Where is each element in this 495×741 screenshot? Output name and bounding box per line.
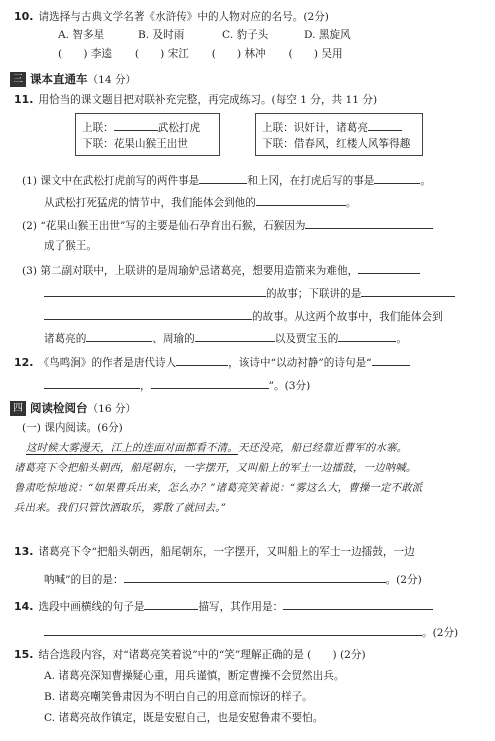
section-4-score: （16 分） [87,402,137,415]
section-4-title: 阅读检阅台 [30,401,88,415]
q14-blank1[interactable] [144,598,198,610]
q11-part1-line2 [44,194,356,210]
couplet-1-lower: 下联：花果山猴王出世 [82,138,188,150]
q10-option-c: C. 豹子头 [222,29,269,41]
q11-part3-blank4[interactable] [44,308,252,320]
q11-part3-text-c: 的故事。从这两个故事中，我们能体会到 [252,311,443,323]
q15-option-c[interactable]: C. 诸葛亮故作镇定，既是安慰自己，也是安慰鲁肃不要怕。 [44,712,324,724]
q10-answer-2[interactable]: ( ) [134,48,165,60]
q12-text-a: 《鸟鸣涧》的作者是唐代诗人 [38,357,177,369]
couplet-1-upper-suffix: 武松打虎 [157,122,201,134]
q11-part3-blank6[interactable] [195,330,275,342]
q11-part3-line3 [44,308,443,324]
q11-part3-blank5[interactable] [86,330,152,342]
q11-part2-text-a: (2) “花果山猴王出世”写的主要是仙石孕育出石猴，石猴因为 [22,220,306,232]
q10-name-2: 宋江 [167,48,189,60]
q13-number: 13. [14,545,34,558]
passage-line-1 [14,438,484,458]
couplet-2-lower: 下联：借春风，红楼人风筝得趣 [262,138,411,150]
couplet-1-blank[interactable] [114,119,158,131]
q11-number: 11. [14,93,34,106]
q12-text-b: ，该诗中“以动衬静”的诗句是“ [228,357,372,369]
section-3-badge: 三 [10,72,26,87]
couplet-1-upper [82,119,200,135]
q11-part3-blank3[interactable] [361,285,455,297]
section-4-badge: 四 [10,401,26,416]
q11-part3-text-d2: 、周瑜的 [152,333,195,345]
q11-part3-text-d1: 诸葛亮的 [44,333,87,345]
q10-answer-4[interactable]: ( ) [288,48,318,60]
q11-part1-text-b: 和上冈，在打虎后写的事是 [247,175,375,187]
q14-blank3[interactable] [44,624,422,636]
q10-option-a: A. 智多星 [58,29,105,41]
q12-blank3[interactable] [44,377,140,389]
q10-name-3: 林冲 [244,48,266,60]
couplet-box-1 [75,113,220,156]
q14-text-a: 选段中画横线的句子是 [38,601,145,613]
q11-part1-line1 [22,172,431,188]
reading-passage [14,438,484,518]
q10-options [58,28,351,42]
q14-text-c: 。(2分) [422,627,459,639]
q15-number: 15. [14,648,34,661]
couplet-2-blank[interactable] [368,119,402,131]
q11-part1-blank3[interactable] [256,194,346,206]
q11-part2-blank[interactable] [305,217,433,229]
q11-part3-blank7[interactable] [338,330,396,342]
section-3-title: 课本直通车 [30,72,88,86]
q14-blank2[interactable] [283,598,433,610]
q13-line1 [14,545,415,559]
q15-option-a[interactable]: A. 诸葛亮深知曹操疑心重，用兵谨慎，断定曹操不会贸然出兵。 [44,670,345,682]
q15-text: 结合选段内容，对“诸葛亮笑着说”中的“笑”理解正确的是 ( ) (2分) [38,649,366,661]
q13-text-c: 。(2分) [385,574,422,586]
q11-part3-text-d3: 以及贾宝玉的 [274,333,339,345]
q12-text-c: ， [140,380,151,392]
q10-stem [14,10,329,24]
q12-line1 [14,354,410,370]
q12-line2 [44,377,310,393]
q12-text-d: ”。(3分) [268,380,311,392]
q13-text-b: 呐喊”的目的是： [44,574,124,586]
q14-text-b: 描写，其作用是： [198,601,284,613]
passage-line-1-rest: 天还没亮，船已经靠近曹军的水寨。 [237,442,408,454]
couplet-1-upper-prefix: 上联： [82,122,114,134]
q11-part3-line4 [44,330,407,346]
q11-part3-line2 [44,285,455,301]
q11-part1-blank1[interactable] [199,172,247,184]
q15-option-b[interactable]: B. 诸葛亮嘲笑鲁肃因为不明白自己的用意而惊讶的样子。 [44,691,313,703]
q12-blank1[interactable] [176,354,228,366]
q14-line2 [44,624,458,640]
q10-answer-1[interactable]: ( ) [58,48,88,60]
reading-part-1-heading: (一) 课内阅读。(6分) [22,422,123,434]
q10-text: 请选择与古典文学名著《水浒传》中的人物对应的名号。(2分) [38,11,329,23]
q10-option-d: D. 黑旋风 [304,29,351,41]
couplet-box-2 [255,113,423,156]
q11-part1-text-c: 。 [420,175,431,187]
q11-part3-text-d4: 。 [396,333,407,345]
q13-line2 [44,571,422,587]
q11-part2-line2: 成了猴王。 [44,240,97,252]
passage-line-4: 兵出来。我们只管饮酒取乐，雾散了就回去。” [14,502,227,514]
q13-blank[interactable] [124,571,386,583]
q11-part2-line1 [22,217,433,233]
q12-blank4[interactable] [151,377,269,389]
section-3-header [10,71,136,87]
q11-stem [14,93,377,107]
section-3-score: （14 分） [87,73,137,86]
q14-number: 14. [14,600,34,613]
q10-option-b: B. 及时雨 [138,29,185,41]
q11-text: 用恰当的课文题目把对联补充完整，再完成练习。(每空 1 分，共 11 分) [38,94,378,106]
q12-blank2[interactable] [372,354,410,366]
q11-part3-text-b: 的故事；下联讲的是 [266,288,362,300]
q14-line1 [14,598,433,614]
q11-part3-blank2[interactable] [44,285,266,297]
q10-number: 10. [14,10,34,23]
q11-part1-text-e: 。 [345,197,357,209]
q11-part1-text-a: (1) 课文中在武松打虎前写的两件事是 [22,175,200,187]
passage-line-2: 诸葛亮下令把船头朝西，船尾朝东，一字摆开，又叫船上的军士一边擂鼓，一边呐喊。 [14,462,417,474]
passage-underlined-sentence: 这时候大雾漫天，江上的连面对面都看不清。 [26,442,238,454]
q11-part3-blank1[interactable] [358,262,420,274]
couplet-2-upper [262,119,402,135]
q11-part3-text-a: (3) 第二副对联中，上联讲的是周瑜妒忌诸葛亮，想要用造箭来为难他， [22,265,359,277]
q10-name-1: 李逵 [90,48,113,60]
section-4-header [10,400,136,416]
q11-part1-text-d: 从武松打死猛虎的情节中，我们能体会到他的 [44,197,256,209]
q12-number: 12. [14,356,34,369]
q10-answer-3[interactable]: ( ) [211,48,242,60]
passage-line-3: 鲁肃吃惊地说：“如果曹兵出来，怎么办？”诸葛亮笑着说：“雾这么大，曹操一定不敢派 [14,482,423,494]
q10-match-row [58,47,343,61]
couplet-2-upper-text: 上联：识奸计，诸葛亮 [262,122,368,134]
q10-name-4: 吴用 [321,48,343,60]
q13-text-a: 诸葛亮下令“把船头朝西，船尾朝东，一字摆开，又叫船上的军士一边擂鼓，一边 [38,546,415,558]
q11-part1-blank2[interactable] [374,172,420,184]
q15-stem [14,648,366,662]
q11-part3-line1 [22,262,420,278]
